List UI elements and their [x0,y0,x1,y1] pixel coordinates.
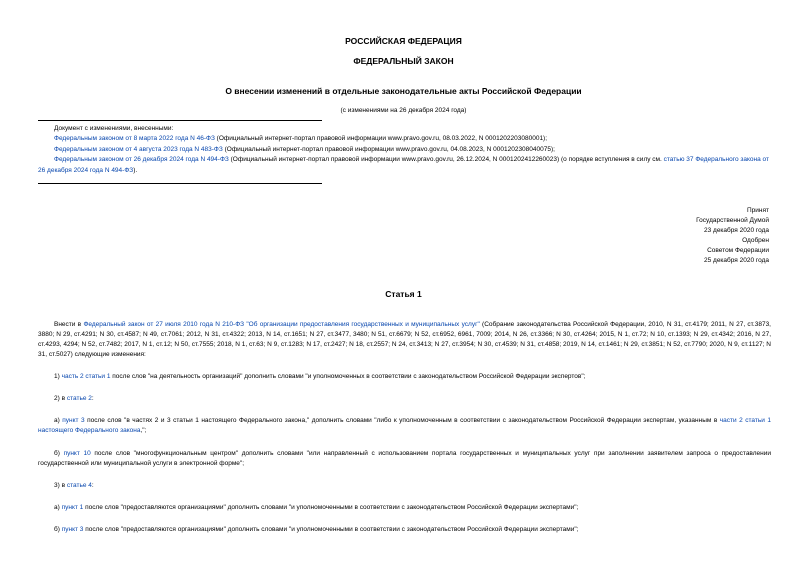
article-paragraph: 2) в статье 2: [54,395,94,403]
law-link[interactable]: пункт 1 [61,503,84,511]
change-item: Федеральным законом от 4 августа 2023 года N 483-ФЗ (Официальный интернет-портал правовой информации www.pravo.gov.ru, 04.08.2023, N 0001202308040075); [54,145,555,153]
accepted-by: Государственной Думой [696,217,769,225]
change-item: Федеральным законом от 8 марта 2022 года N 46-ФЗ (Официальный интернет-портал правовой информации www.pravo.gov.ru, 08.03.2022, N 0001202203080001); [54,135,548,143]
approved-label: Одобрен [742,237,769,245]
article-paragraph: а) пункт 3 после слов "в частях 2 и 3 статьи 1 настоящего Федерального закона," дополнить словами "либо к уполномоченным в соответствии с законодательством Российской Федерации экспертам, указанным в части 2 статьи 1 настоящего Федерального закона,"; [38,417,771,435]
changes-intro: Документ с изменениями, внесенными: [54,125,174,132]
approved-by: Советом Федерации [707,247,769,255]
article-paragraph: а) пункт 1 после слов "предоставляются организациями" дополнить словами "и уполномоченными в соответствии с законодательством Российской Федерации экспертами"; [54,503,579,511]
country-heading: РОССИЙСКАЯ ФЕДЕРАЦИЯ [345,36,462,46]
document-type-heading: ФЕДЕРАЛЬНЫЙ ЗАКОН [353,56,454,66]
change-item: Федеральным законом от 26 декабря 2024 года N 494-ФЗ (Официальный интернет-портал правовой информации www.pravo.gov.ru, 26.12.2024, N 0001202412260023) (о порядке вступления в силу см. статью 37 Федерального закона от 26 декабря 2024 года N 494-ФЗ). [38,156,770,174]
law-link[interactable]: части 2 статьи 1 настоящего Федерального закона [38,417,771,435]
law-link[interactable]: статье 2 [66,395,92,403]
changes-block [38,124,771,176]
law-link[interactable]: Федеральный закон от 27 июля 2010 года N 210-ФЗ "Об организации предоставления государственных и муниципальных услуг" [83,321,480,328]
accepted-label: Принят [746,207,769,214]
article-paragraph: Внести в Федеральный закон от 27 июля 2010 года N 210-ФЗ "Об организации предоставления государственных и муниципальных услуг" (Собрание законодательства Российской Федерации, 2010, N 31, ст.4179; 2011, N 27, ст.3873, 3880; N 29, ст.4291; N 30, ст.4587; N 49, ст.7061; 2012, N 31, ст.4322; 2013, N 14, ст.1651; N 27, ст.3477, 3480; N 51, ст.6679; N 52, ст.6952, 6961, 7009; 2014, N 26, ст.3366; N 30, ст.4264; 2015, N 1, ст.72; N 10, ст.1393; N 29, ст.4342; 2016, N 27, ст.4293, 4294; N 52, ст.7482; 2017, N 1, ст.12; N 50, ст.7555; 2018, N 1, ст.63; N 9, ст.1283; N 17, ст.2427; N 18, ст.2557; N 24, ст.3413; N 27, ст.3954; N 30, ст.4539; N 31, ст.4858; 2019, N 14, ст.1461; N 29, ст.3851; N 52, ст.7790; 2020, N 9, ст.1127; N 31, ст.5027) следующие изменения: [38,321,771,359]
document-subtitle: (с изменениями на 26 декабря 2024 года) [340,107,467,114]
article-paragraph: 3) в статье 4: [54,481,94,489]
change-link[interactable]: Федеральным законом от 8 марта 2022 года N 46-ФЗ [54,135,215,143]
change-link[interactable]: Федеральным законом от 4 августа 2023 года N 483-ФЗ [54,145,223,153]
law-link[interactable]: часть 2 статьи 1 [61,373,111,381]
article-paragraph: 1) часть 2 статьи 1 после слов "на деятельность организаций" дополнить словами "и уполномоченных в соответствии с законодательством Российской Федерации экспертов"; [54,373,586,381]
law-link[interactable]: пункт 3 [62,417,85,425]
bottom-divider [38,183,322,184]
article-paragraph: б) пункт 10 после слов "многофункциональным центром" дополнить словами "или направленный с использованием портала государственных и муниципальных услуг при заполнении заявителем запроса о предоставлении государственной или муниципальной услуги в электронной форме"; [38,449,771,467]
approved-date: 25 декабря 2020 года [703,257,769,265]
change-link[interactable]: статью 37 Федерального закона от 26 декабря 2024 года N 494-ФЗ [38,156,770,174]
law-link[interactable]: пункт 3 [61,525,84,533]
law-link[interactable]: пункт 10 [63,449,91,457]
accepted-date: 23 декабря 2020 года [703,227,769,235]
article-body [38,320,771,547]
article-paragraph: б) пункт 3 после слов "предоставляются организациями" дополнить словами "и уполномоченными в соответствии с законодательством Российской Федерации экспертами"; [54,525,579,533]
article-title: Статья 1 [385,289,422,299]
adoption-block [696,206,769,266]
top-divider [38,120,322,121]
law-link[interactable]: статье 4 [66,481,92,489]
document-title: О внесении изменений в отдельные законодательные акты Российской Федерации [225,86,582,96]
change-link[interactable]: Федеральным законом от 26 декабря 2024 года N 494-ФЗ [54,156,229,164]
